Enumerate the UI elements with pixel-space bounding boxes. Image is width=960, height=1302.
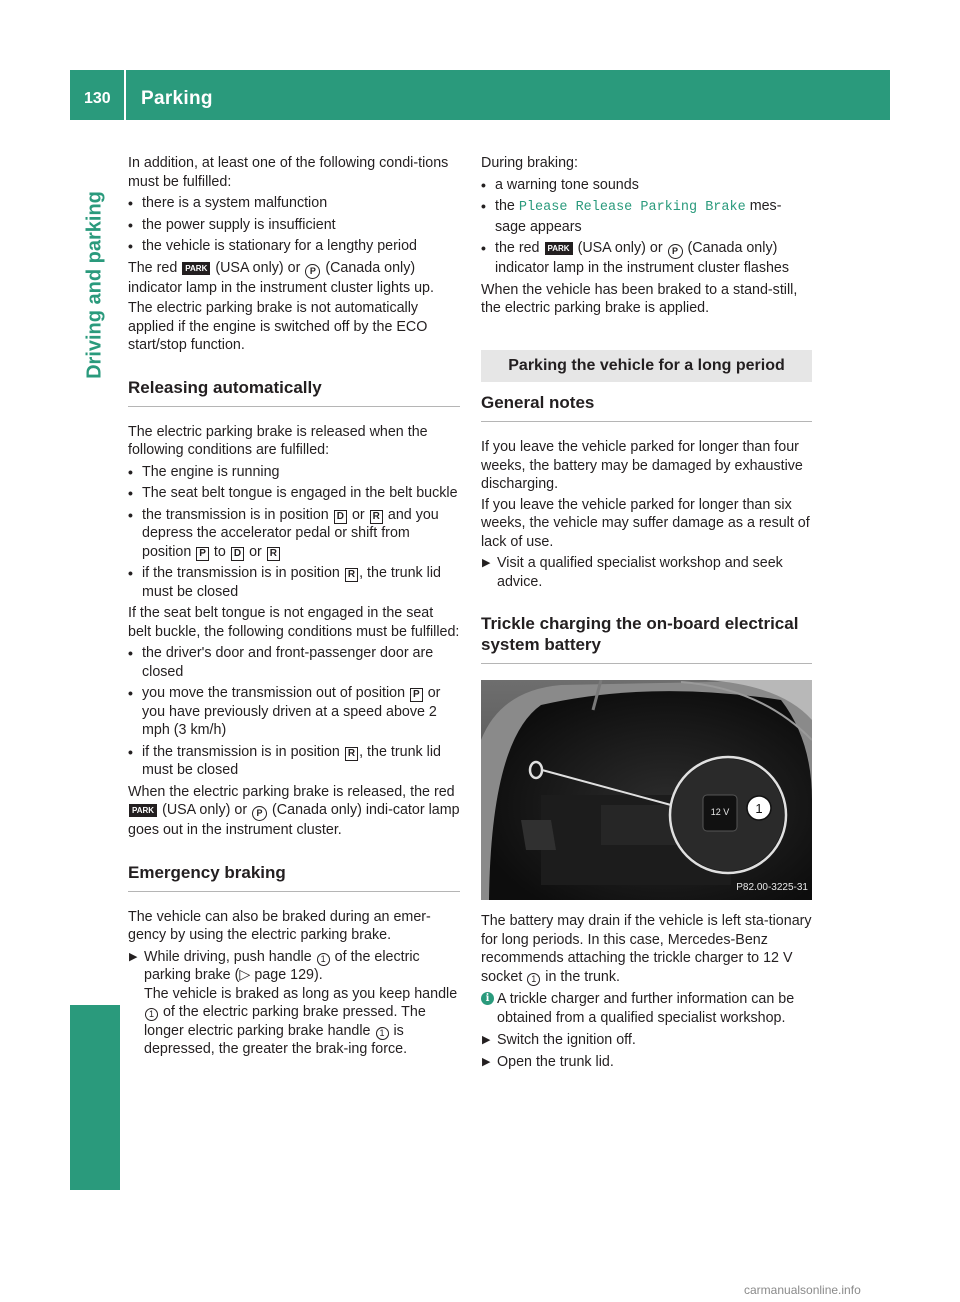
page-ref-arrow-icon: ▷ [239,967,251,983]
instruction-step: ▶ While driving, push handle 1 of the electric parking brake (▷ page 129). The vehicle is braked as long as you keep handle 1 of the electric parking brake pressed. The longer electric parking brake handle 1 is depressed, the greater the brak-ing force. [128,948,460,1059]
list-item: • The engine is running [128,463,460,482]
page-number: 130 [84,90,111,107]
section-heading-emergency: Emergency braking [128,862,460,892]
section-heading-releasing: Releasing automatically [128,377,460,407]
park-lamp-icon: PARK [182,262,210,275]
gear-r-icon: R [345,568,358,582]
circle-p-lamp-icon: P [252,806,267,821]
park-lamp-icon: PARK [545,242,573,255]
list-item: • the power supply is insufficient [128,216,460,235]
socket-label: 12 V [710,807,730,817]
list-item: • if the transmission is in position R , the trunk lid must be closed [128,564,460,601]
gear-p-icon: P [410,688,423,702]
list-item: • the red PARK (USA only) or P (Canada only) indicator lamp in the instrument cluster flashes [481,239,812,278]
released-note: When the electric parking brake is released, the red PARK (USA only) or P (Canada only) indi-cator lamp goes out in the instrument cluster. [128,783,460,838]
gear-d-icon: D [334,510,347,524]
display-message: Please Release Parking Brake [518,200,746,215]
eco-note: The electric parking brake is not automatically applied if the engine is switched off by the ECO start/stop function. [128,300,428,353]
info-note: i A trickle charger and further information can be obtained from a qualified specialist workshop. [481,990,812,1027]
general-notes-p1: If you leave the vehicle parked for longer than four weeks, the battery may be damaged by exhaustive discharging. [481,439,803,492]
page-reference-link[interactable]: page 129 [254,967,314,983]
chapter-side-block [70,1005,120,1190]
park-lamp-icon: PARK [129,804,157,817]
red-lamp-paragraph: The red PARK (USA only) or P (Canada only) indicator lamp in the instrument cluster lights up. [128,259,434,296]
gear-r-icon: R [267,547,280,561]
left-column [128,154,460,1062]
list-item: • the Please Release Parking Brake mes-sage appears [481,197,812,236]
during-braking-heading: During braking: [481,155,578,171]
right-column [481,154,812,1074]
intro-paragraph: In addition, at least one of the following condi-tions must be fulfilled: [128,155,449,190]
gear-r-icon: R [370,510,383,524]
releasing-intro: The electric parking brake is released when the following conditions are fulfilled: [128,423,428,458]
trickle-p1: The battery may drain if the vehicle is left sta-tionary for long periods. In this case, Mercedes-Benz recommends attaching the trickle charger to 12 V socket 1 in the trunk. [481,913,812,985]
callout-1-icon: 1 [145,1008,158,1021]
list-item: • a warning tone sounds [481,176,812,195]
instruction-step: ▶ Open the trunk lid. [481,1053,812,1072]
general-notes-p2: If you leave the vehicle parked for longer than six weeks, the vehicle may suffer damage as a result of lack of use. [481,496,810,550]
figure-code: P82.00-3225-31 [736,881,808,893]
list-item: • you move the transmission out of position P or you have previously driven at a speed above 2 mph (3 km/h) [128,684,460,740]
list-item: • the driver's door and front-passenger door are closed [128,644,460,681]
gear-r-icon: R [345,747,358,761]
circle-p-lamp-icon: P [305,264,320,279]
list-item: • if the transmission is in position R , the trunk lid must be closed [128,743,460,780]
section-heading-trickle-charging: Trickle charging the on-board electrical system battery [481,613,812,664]
callout-1-icon: 1 [376,1027,389,1040]
trunk-figure [481,680,812,900]
circle-p-lamp-icon: P [668,244,683,259]
watermark: carmanualsonline.info [744,1283,861,1297]
chapter-banner: Parking the vehicle for a long period [481,350,812,383]
list-item: • The seat belt tongue is engaged in the belt buckle [128,484,460,503]
header-divider [124,70,126,120]
seat-belt-note: If the seat belt tongue is not engaged in the seat belt buckle, the following conditions must be fulfilled: [128,605,460,640]
gear-p-icon: P [196,547,209,561]
braked-note: When the vehicle has been braked to a stand-still, the electric parking brake is applied. [481,281,798,316]
list-item: • the vehicle is stationary for a lengthy period [128,237,460,256]
page-title: Parking [141,88,213,109]
callout-1-icon: 1 [527,973,540,986]
trunk-illustration [481,680,812,900]
list-item: • there is a system malfunction [128,194,460,213]
emergency-intro: The vehicle can also be braked during an emer-gency by using the electric parking brake. [128,908,431,943]
instruction-step: ▶ Visit a qualified specialist workshop and seek advice. [481,554,812,591]
instruction-step: ▶ Switch the ignition off. [481,1031,812,1050]
callout-1-icon: 1 [317,953,330,966]
section-heading-general-notes: General notes [481,392,812,422]
info-icon: i [481,992,494,1005]
list-item: • the transmission is in position D or R and you depress the accelerator pedal or shift from position P to D or R [128,506,460,562]
figure-callout-1: 1 [755,801,763,816]
gear-d-icon: D [231,547,244,561]
